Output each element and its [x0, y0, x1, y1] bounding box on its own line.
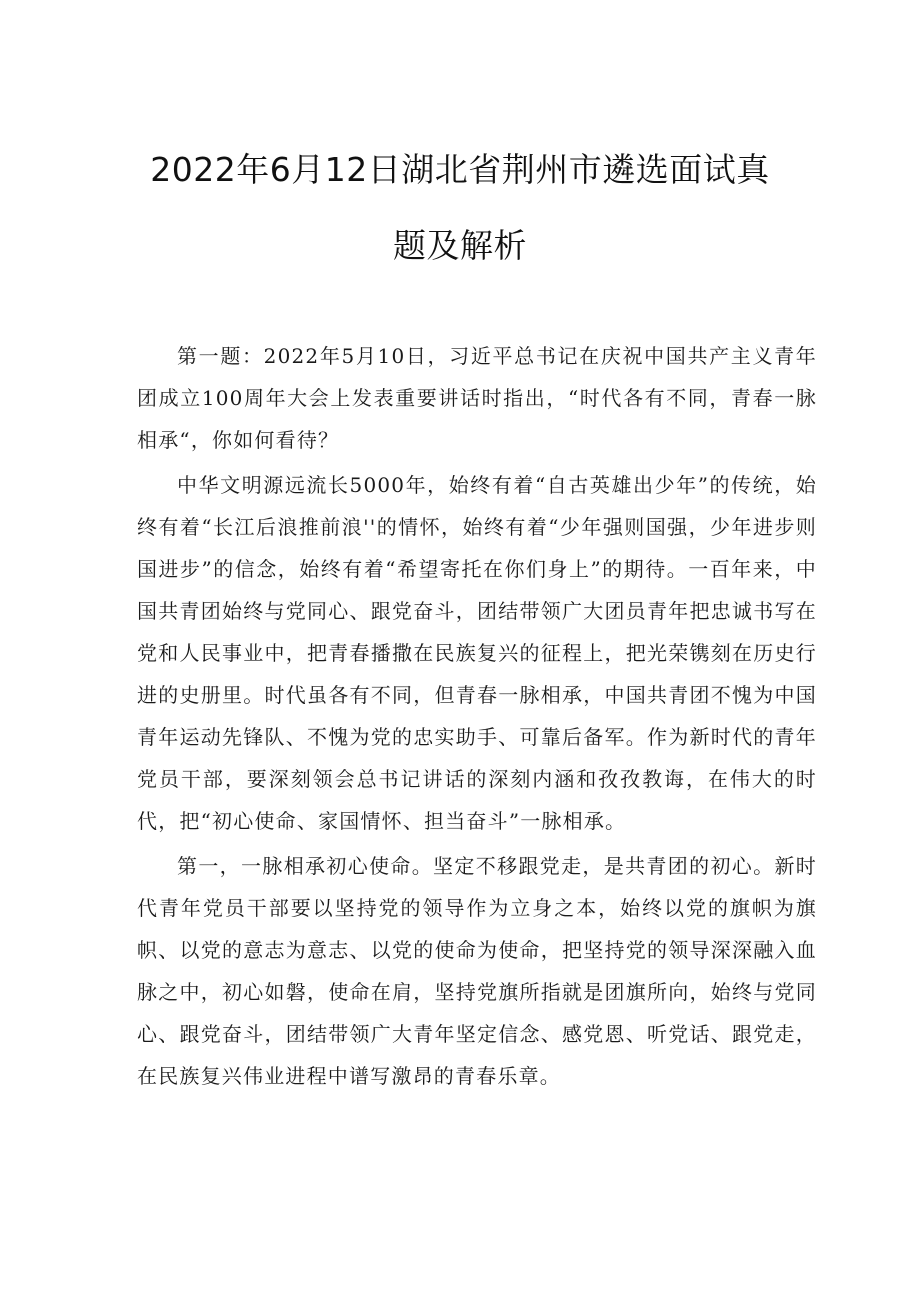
answer-intro-paragraph: 中华文明源远流长5000年，始终有着“自古英雄出少年”的传统，始终有着“长江后浪推前浪''的情怀，始终有着“少年强则国强，少年进步则国进步”的信念，始终有着“希望寄托在你们身上”的期待。一百年来，中国共青团始终与党同心、跟党奋斗，团结带领广大团员青年把忠诚书写在党和人民事业中，把青春播撒在民族复兴的征程上，把光荣镌刻在历史行进的史册里。时代虽各有不同，但青春一脉相承，中国共青团不愧为中国青年运动先锋队、不愧为党的忠实助手、可靠后备军。作为新时代的青年党员干部，要深刻领会总书记讲话的深刻内涵和孜孜教诲，在伟大的时代，把“初心使命、家国情怀、担当奋斗”一脉相承。 [137, 473, 817, 833]
document-title-line-1: 2022年6月12日湖北省荆州市遴选面试真 [150, 150, 770, 189]
document-title-line-2: 题及解析 [393, 226, 527, 265]
question-paragraph: 第一题：2022年5月10日，习近平总书记在庆祝中国共产主义青年团成立100周年大会上发表重要讲话时指出，“时代各有不同，青春一脉相承“，你如何看待？ [137, 344, 817, 452]
answer-point-1-paragraph: 第一，一脉相承初心使命。坚定不移跟党走，是共青团的初心。新时代青年党员干部要以坚持党的领导作为立身之本，始终以党的旗帜为旗帜、以党的意志为意志、以党的使命为使命，把坚持党的领导深深融入血脉之中，初心如磐，使命在肩，坚持党旗所指就是团旗所向，始终与党同心、跟党奋斗，团结带领广大青年坚定信念、感党恩、听党话、跟党走，在民族复兴伟业进程中谱写激昂的青春乐章。 [137, 854, 817, 1088]
document-body [137, 335, 817, 1100]
